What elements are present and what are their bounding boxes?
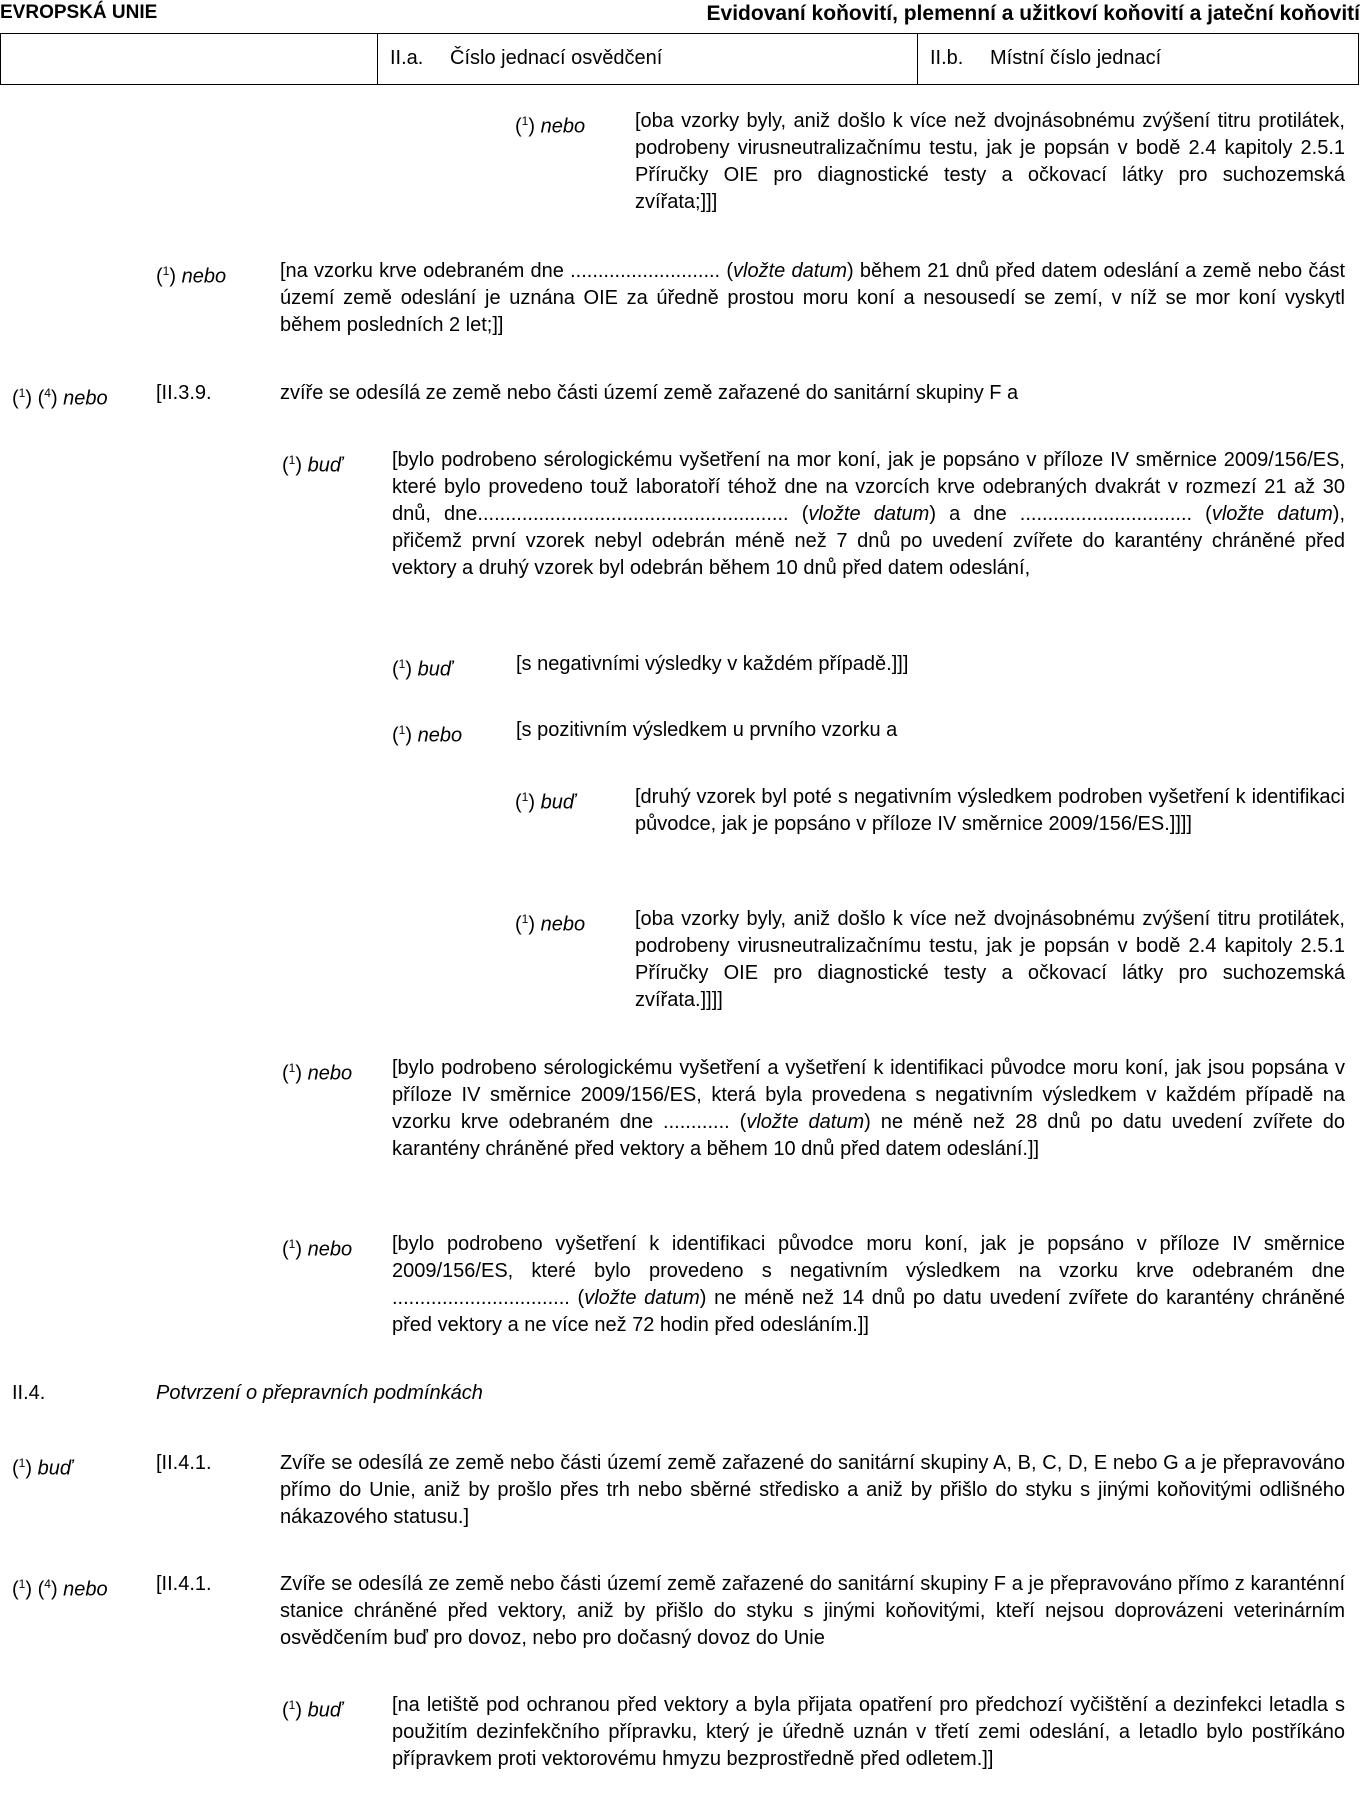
clause-text: [bylo podrobeno sérologickému vyšetření a vyšetření k identifikaci původce moru koní, jak jsou popsána v příloze IV směrnice 2009/156/ES, která byla provedena s negativním výsledkem v každém případě na vzorku krve odebraném dne ............ (vložte datum) ne méně než 28 dnů po datu uvedení zvířete do karantény chráněné před vektory a během 10 dnů před datem odeslání.]]	[392, 1057, 1345, 1160]
marker: ($^1$) ($^4$) nebo	[12, 386, 108, 410]
ref-b-number: II.b.	[930, 47, 964, 69]
marker: ($^1$) nebo	[515, 912, 586, 936]
clause-text: Zvíře se odesílá ze země nebo části území země zařazené do sanitární skupiny A, B, C, D, E nebo G a je přepravováno přímo do Unie, aniž by prošlo přes trh nebo sběrné středisko a aniž by přišlo do styku s jinými koňovitými odlišného nákazového statusu.]	[280, 1452, 1345, 1528]
clause-text: [s pozitivním výsledkem u prvního vzorku a	[516, 719, 898, 741]
marker: ($^1$) buď	[12, 1456, 73, 1480]
section-number: II.4.	[12, 1382, 46, 1404]
marker: ($^1$) nebo	[282, 1237, 353, 1261]
clause-text: [bylo podrobeno vyšetření k identifikaci původce moru koní, jak je popsáno v příloze IV směrnice 2009/156/ES, které bylo provedeno s negativním výsledkem na vzorku krve odebraném dne ................................ (vložte datum) ne méně než 14 dnů po datu uvedení zvířete do karantény chráněné před vektory a ne více než 72 hodin před odesláním.]]	[392, 1233, 1346, 1336]
marker: ($^1$) buď	[282, 1698, 343, 1722]
clause-reference: [II.4.1.	[156, 1452, 212, 1474]
clause-text: Zvíře se odesílá ze země nebo části území země zařazené do sanitární skupiny F a je přepravováno přímo z karanténní stanice chráněné před vektory, aniž by přišlo do styku s jinými koňovitými, kteří nejsou doprovázeni veterinárním osvědčením buď pro dovoz, nebo pro dočasný dovoz do Unie	[280, 1573, 1345, 1649]
marker: ($^1$) ($^4$) nebo	[12, 1577, 108, 1601]
clause-reference: [II.4.1.	[156, 1573, 212, 1595]
marker: ($^1$) nebo	[392, 723, 463, 747]
certificate-reference-cell	[377, 34, 917, 84]
ref-a-label: Číslo jednací osvědčení	[450, 47, 663, 69]
clause-text: [s negativními výsledky v každém případě.]]]	[516, 653, 909, 675]
clause-text: [na vzorku krve odebraném dne ........................... (vložte datum) během 21 dnů před datem odeslání a země nebo část území země odeslání je uznána OIE za úředně prostou moru koní a nesousedí se zemí, v níž se mor koní vyskytl během posledních 2 let;]]	[280, 260, 1345, 336]
clause-text: [na letiště pod ochranou před vektory a byla přijata opatření pro předchozí vyčištění a dezinfekci letadla s použitím dezinfekčního přípravku, který je úředně uznán v třetí zemi odeslání, a letadlo bylo postříkáno přípravkem proti vektorovému hmyzu bezprostředně před odletem.]]	[392, 1694, 1345, 1770]
ref-a-number: II.a.	[390, 47, 424, 69]
clause-text: [oba vzorky byly, aniž došlo k více než dvojnásobnému zvýšení titru protilátek, podrobeny virusneutralizačnímu testu, jak je popsán v bodě 2.4 kapitoly 2.5.1 Příručky OIE pro diagnostické testy a očkovací látky pro suchozemská zvířata.]]]]	[635, 908, 1345, 1011]
marker: ($^1$) buď	[392, 657, 453, 681]
marker: ($^1$) nebo	[515, 114, 586, 138]
clause-text: [druhý vzorek byl poté s negativním výsledkem podroben vyšetření k identifikaci původce, jak je popsáno v příloze IV směrnice 2009/156/ES.]]]]	[635, 786, 1345, 835]
header-right: Evidovaní koňovití, plemenní a užitkoví koňovití a jateční koňovití	[706, 2, 1360, 25]
marker: ($^1$) buď	[515, 790, 576, 814]
ref-b-label: Místní číslo jednací	[990, 47, 1162, 69]
clause-text: [oba vzorky byly, aniž došlo k více než dvojnásobnému zvýšení titru protilátek, podrobeny virusneutralizačnímu testu, jak je popsán v bodě 2.4 kapitoly 2.5.1 Příručky OIE pro diagnostické testy a očkovací látky pro suchozemská zvířata;]]]	[635, 110, 1345, 213]
section-title: Potvrzení o přepravních podmínkách	[156, 1382, 483, 1404]
header-left: EVROPSKÁ UNIE	[0, 2, 158, 23]
clause-reference: [II.3.9.	[156, 382, 212, 404]
local-reference-cell	[917, 34, 1360, 84]
marker: ($^1$) buď	[282, 453, 343, 477]
marker: ($^1$) nebo	[282, 1061, 353, 1085]
clause-text: [bylo podrobeno sérologickému vyšetření na mor koní, jak je popsáno v příloze IV směrnice 2009/156/ES, které bylo provedeno touž laboratoří téhož dne na vzorcích krve odebraných dvakrát v rozmezí 21 až 30 dnů, dne........................................................ (vložte datum) a dne ............................... (vložte datum), přičemž první vzorek nebyl odebrán méně než 7 dnů po uvedení zvířete do karantény chráněné před vektory a druhý vzorek byl odebrán během 10 dnů před datem odeslání,	[392, 449, 1346, 579]
clause-text: zvíře se odesílá ze země nebo části území země zařazené do sanitární skupiny F a	[280, 382, 1019, 404]
reference-box	[0, 33, 1359, 85]
marker: ($^1$) nebo	[156, 264, 227, 288]
